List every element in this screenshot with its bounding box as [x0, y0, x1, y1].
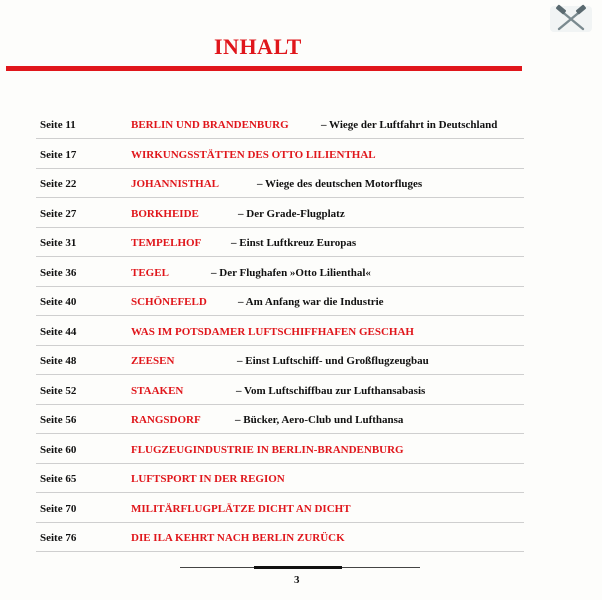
toc-divider: [36, 286, 524, 287]
toc-divider: [36, 374, 524, 375]
toc-divider: [36, 522, 524, 523]
toc-entry-title: FLUGZEUGINDUSTRIE IN BERLIN-BRANDENBURG: [131, 444, 404, 456]
toc-entry-title: STAAKEN: [131, 385, 184, 397]
page-title: INHALT: [214, 34, 302, 59]
toc-entry[interactable]: [0, 532, 560, 552]
toc-entry-subtitle: – Einst Luftkreuz Europas: [231, 237, 357, 249]
toc-entry-page: Seite 70: [40, 503, 77, 515]
page-number: 3: [294, 574, 300, 586]
toc-entry[interactable]: [0, 414, 560, 434]
toc-entry-title: BORKHEIDE: [131, 208, 199, 220]
toc-entry-page: Seite 56: [40, 414, 77, 426]
toc-entry-page: Seite 27: [40, 208, 77, 220]
toc-entry[interactable]: [0, 296, 560, 316]
toc-entry-title: WIRKUNGSSTÄTTEN DES OTTO LILIENTHAL: [131, 149, 376, 161]
toc-divider: [36, 168, 524, 169]
toc-divider: [36, 138, 524, 139]
toc-entry-page: Seite 76: [40, 532, 77, 544]
toc-entry[interactable]: [0, 267, 560, 287]
toc-entry[interactable]: [0, 355, 560, 375]
toc-entry-title: LUFTSPORT IN DER REGION: [131, 473, 285, 485]
toc-entry-title: TEMPELHOF: [131, 237, 202, 249]
toc-divider: [36, 463, 524, 464]
toc-entry-subtitle: – Der Flughafen »Otto Lilienthal«: [211, 267, 371, 279]
toc-entry[interactable]: [0, 473, 560, 493]
toc-divider: [36, 256, 524, 257]
toc-entry[interactable]: [0, 178, 560, 198]
toc-entry-title: BERLIN UND BRANDENBURG: [131, 119, 289, 131]
toc-entry-page: Seite 22: [40, 178, 77, 190]
toc-entry-title: DIE ILA KEHRT NACH BERLIN ZURÜCK: [131, 532, 345, 544]
toc-entry-page: Seite 36: [40, 267, 77, 279]
toc-entry-subtitle: – Bücker, Aero-Club und Lufthansa: [235, 414, 404, 426]
toc-divider: [36, 345, 524, 346]
toc-entry[interactable]: [0, 237, 560, 257]
toc-entry[interactable]: [0, 149, 560, 169]
toc-entry[interactable]: [0, 326, 560, 346]
toc-entry-title: ZEESEN: [131, 355, 175, 367]
toc-entry-title: JOHANNISTHAL: [131, 178, 220, 190]
toc-entry[interactable]: [0, 503, 560, 523]
toc-divider: [36, 404, 524, 405]
toc-entry-page: Seite 65: [40, 473, 77, 485]
toc-entry-page: Seite 17: [40, 149, 77, 161]
toc-entry-page: Seite 60: [40, 444, 77, 456]
toc-entry-page: Seite 48: [40, 355, 77, 367]
toc-entry[interactable]: [0, 119, 560, 139]
toc-divider: [36, 492, 524, 493]
toc-entry-page: Seite 11: [40, 119, 76, 131]
toc-entry-page: Seite 40: [40, 296, 77, 308]
toc-divider: [36, 315, 524, 316]
toc-entry-subtitle: – Wiege der Luftfahrt in Deutschland: [321, 119, 498, 131]
toc-entry[interactable]: [0, 385, 560, 405]
toc-entry-title: SCHÖNEFELD: [131, 296, 207, 308]
toc-entry[interactable]: [0, 444, 560, 464]
toc-entry-title: WAS IM POTSDAMER LUFTSCHIFFHAFEN GESCHAH: [131, 326, 414, 338]
toc-divider: [36, 433, 524, 434]
toc-entry-page: Seite 44: [40, 326, 77, 338]
toc-entry[interactable]: [0, 208, 560, 228]
toc-entry-title: MILITÄRFLUGPLÄTZE DICHT AN DICHT: [131, 503, 351, 515]
toc-entry-subtitle: – Einst Luftschiff- und Großflugzeugbau: [237, 355, 429, 367]
toc-entry-subtitle: – Wiege des deutschen Motorfluges: [257, 178, 423, 190]
toc-entry-subtitle: – Am Anfang war die Industrie: [238, 296, 384, 308]
toc-divider: [36, 551, 524, 552]
toc-entry-subtitle: – Der Grade-Flugplatz: [238, 208, 345, 220]
toc-entry-page: Seite 52: [40, 385, 77, 397]
toc-divider: [36, 197, 524, 198]
toc-entry-title: RANGSDORF: [131, 414, 201, 426]
toc-divider: [36, 227, 524, 228]
footer-rule-accent: [254, 566, 342, 569]
toc-entry-page: Seite 31: [40, 237, 77, 249]
toc-entry-subtitle: – Vom Luftschiffbau zur Lufthansabasis: [236, 385, 426, 397]
toc-entry-title: TEGEL: [131, 267, 169, 279]
